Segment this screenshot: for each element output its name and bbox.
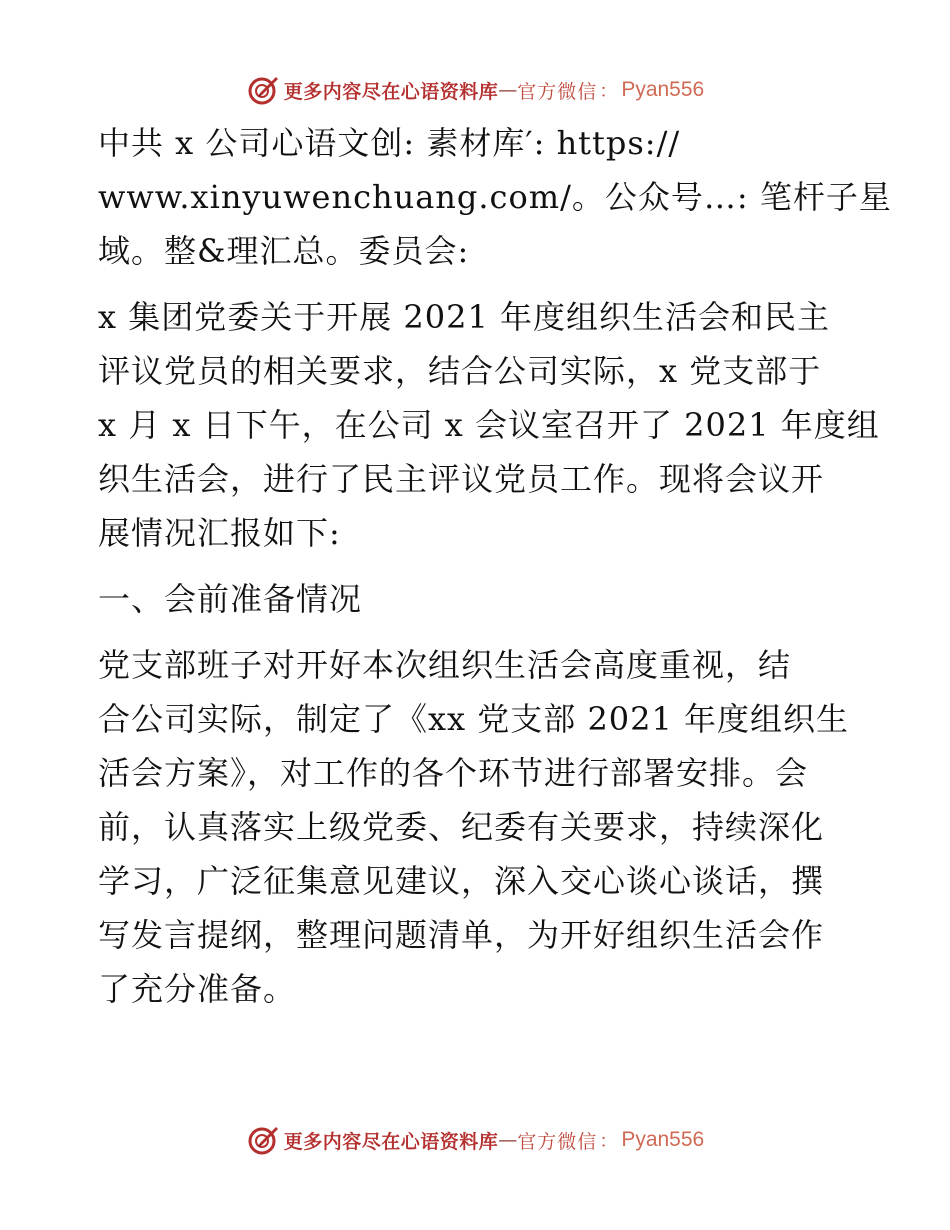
text-line: 党支部班子对开好本次组织生活会高度重视，结	[98, 646, 792, 684]
text-line: www.xinyuwenchuang.com/。公众号…: 笔杆子星	[98, 178, 892, 216]
text-line: 展情况汇报如下:	[98, 514, 341, 552]
paragraph-meeting-summary	[98, 290, 880, 560]
paragraph-intro	[98, 116, 892, 278]
text-line: 写发言提纲，整理问题清单，为开好组织生活会作	[98, 916, 825, 954]
text-line: x 集团党委关于开展 2021 年度组织生活会和民主	[98, 298, 831, 336]
text-line: 学习，广泛征集意见建议，深入交心谈心谈话，撰	[98, 862, 825, 900]
heading-text: 一、会前准备情况	[98, 580, 363, 618]
document-body	[98, 116, 892, 1028]
banner-wechat-label: 官方微信	[517, 1130, 598, 1153]
header-banner	[0, 70, 950, 110]
banner-wechat-label: 官方微信	[517, 80, 598, 103]
text-line: 了充分准备。	[98, 970, 297, 1008]
text-line: 域。整&理汇总。委员会:	[98, 232, 470, 270]
footer-banner	[0, 1120, 950, 1160]
text-line: 织生活会，进行了民主评议党员工作。现将会议开	[98, 460, 825, 498]
text-line: 评议党员的相关要求，结合公司实际，x 党支部于	[98, 352, 822, 390]
text-line: 活会方案》，对工作的各个环节进行部署安排。会	[98, 754, 809, 792]
pen-logo-icon	[246, 73, 280, 107]
text-line: x 月 x 日下午，在公司 x 会议室召开了 2021 年度组	[98, 406, 880, 444]
pen-logo-icon	[246, 1123, 280, 1157]
banner-separator: —	[498, 79, 518, 101]
text-line: 合公司实际，制定了《xx 党支部 2021 年度组织生	[98, 700, 850, 738]
text-line: 前，认真落实上级党委、纪委有关要求，持续深化	[98, 808, 825, 846]
banner-wechat-id: Pyan556	[621, 1128, 705, 1151]
banner-site-text: 更多内容尽在心语资料库	[283, 80, 499, 103]
banner-site-text: 更多内容尽在心语资料库	[283, 1130, 499, 1153]
section-heading	[98, 572, 858, 626]
banner-wechat-id: Pyan556	[621, 78, 705, 101]
paragraph-preparation	[98, 638, 858, 1016]
text-line: 中共 x 公司心语文创: 素材库′: https://	[98, 124, 681, 162]
banner-colon: ：	[599, 81, 618, 102]
banner-colon: ：	[599, 1131, 618, 1152]
banner-separator: —	[498, 1129, 518, 1151]
